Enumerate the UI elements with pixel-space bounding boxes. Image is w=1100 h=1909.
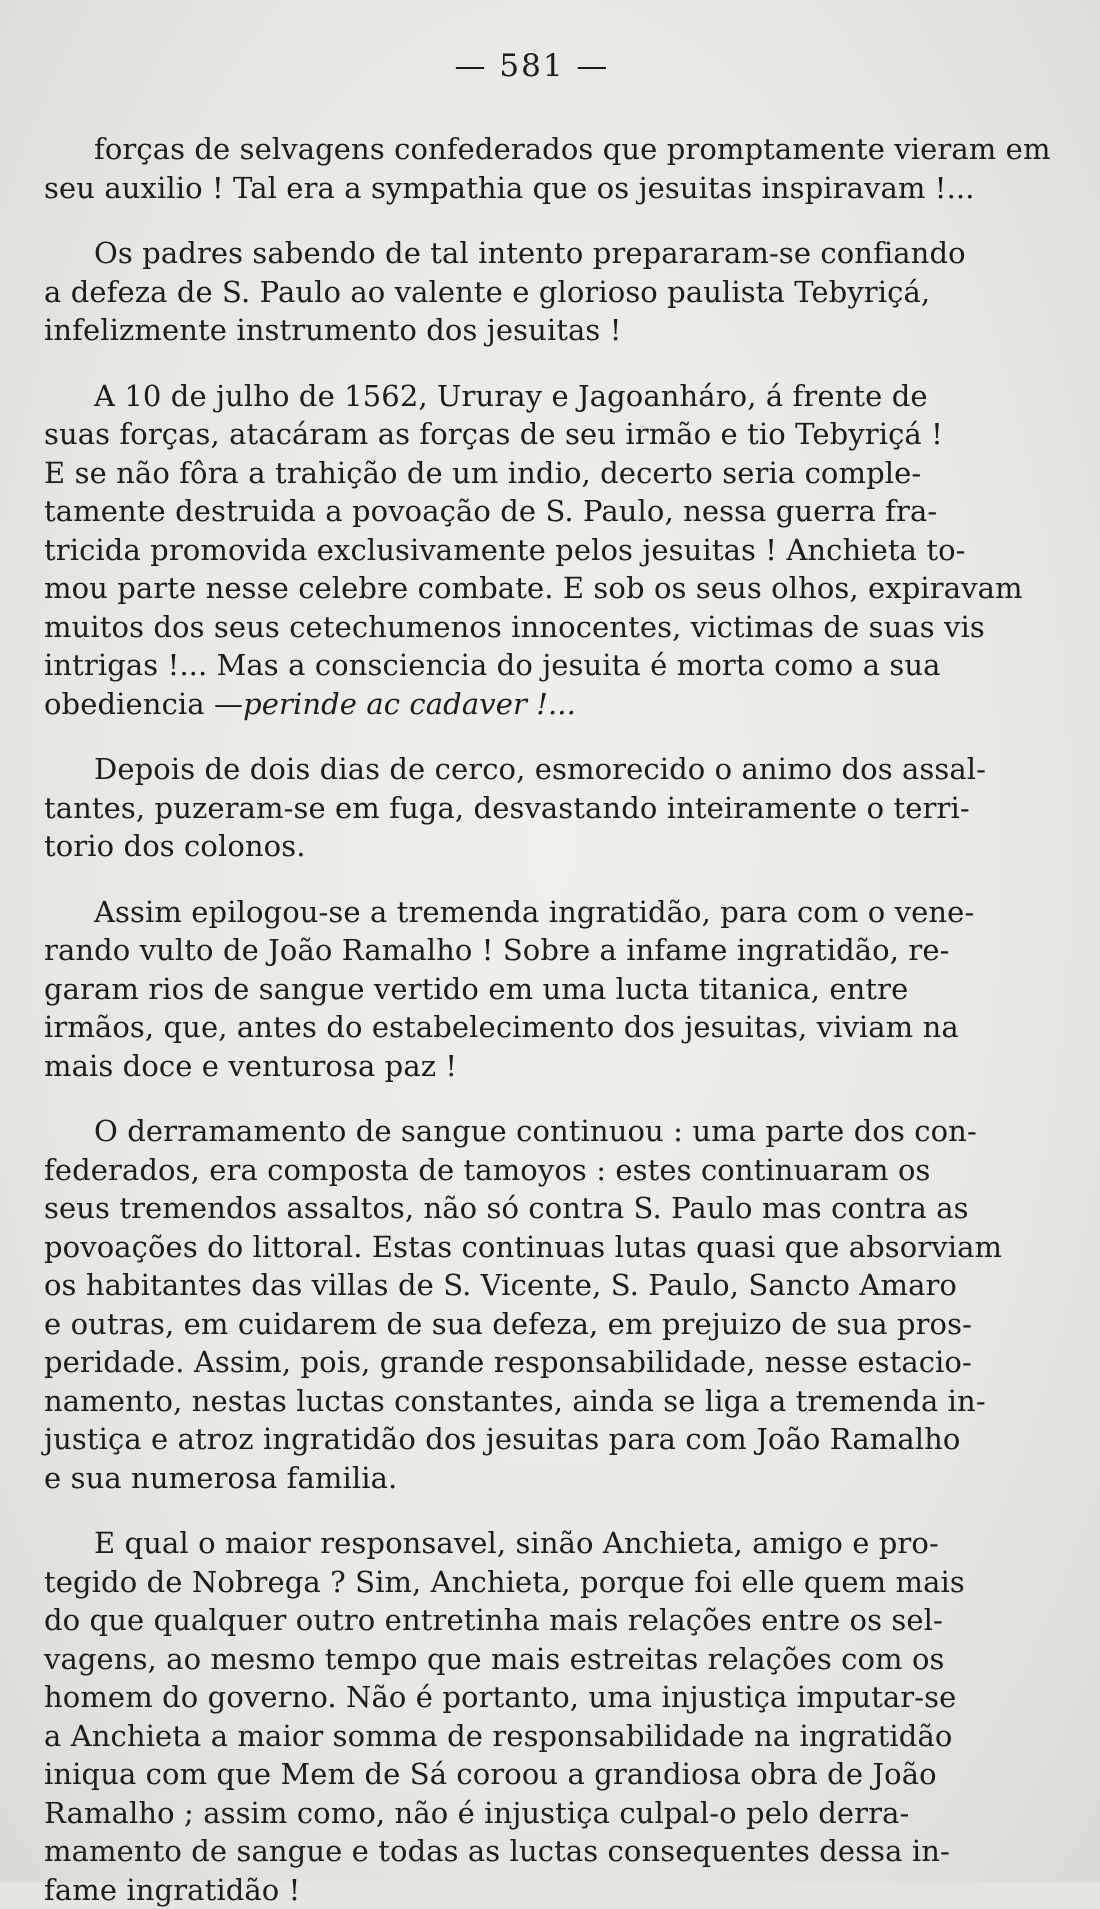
text-line: E se não fôra a trahição de um indio, decerto seria comple- — [44, 454, 1020, 493]
text-line: mou parte nesse celebre combate. E sob os seus olhos, expiravam — [44, 569, 1020, 608]
text-line: Os padres sabendo de tal intento prepararam-se confiando — [44, 234, 1020, 273]
text-line: homem do governo. Não é portanto, uma injustiça imputar-se — [44, 1678, 1020, 1717]
text-line: tamente destruida a povoação de S. Paulo, nessa guerra fra- — [44, 492, 1020, 531]
text-line: seu auxilio ! Tal era a sympathia que os jesuitas inspiravam !... — [44, 169, 1020, 208]
text-line: namento, nestas luctas constantes, ainda se liga a tremenda in- — [44, 1382, 1020, 1421]
text-line: e sua numerosa familia. — [44, 1459, 1020, 1498]
text-line: e outras, em cuidarem de sua defeza, em prejuizo de sua pros- — [44, 1305, 1020, 1344]
text-line: fame ingratidão ! — [44, 1871, 1020, 1909]
text-line: a Anchieta a maior somma de responsabilidade na ingratidão — [44, 1717, 1020, 1756]
text-line: mamento de sangue e todas as luctas consequentes dessa in- — [44, 1832, 1020, 1871]
paragraph — [44, 1524, 1020, 1909]
paragraph — [44, 1112, 1020, 1497]
text-line: tegido de Nobrega ? Sim, Anchieta, porque foi elle quem mais — [44, 1563, 1020, 1602]
text-line: vagens, ao mesmo tempo que mais estreitas relações com os — [44, 1640, 1020, 1679]
text-line: tricida promovida exclusivamente pelos jesuitas ! Anchieta to- — [44, 531, 1020, 570]
text-line: irmãos, que, antes do estabelecimento dos jesuitas, viviam na — [44, 1008, 1020, 1047]
text-line: iniqua com que Mem de Sá coroou a grandiosa obra de João — [44, 1755, 1020, 1794]
paragraph — [44, 750, 1020, 866]
text-line: peridade. Assim, pois, grande responsabilidade, nesse estacio- — [44, 1343, 1020, 1382]
text-line: Depois de dois dias de cerco, esmorecido o animo dos assal- — [44, 750, 1020, 789]
text-line: justiça e atroz ingratidão dos jesuitas para com João Ramalho — [44, 1420, 1020, 1459]
text-line: tantes, puzeram-se em fuga, desvastando inteiramente o terri- — [44, 789, 1020, 828]
text-line — [44, 685, 1020, 724]
text-line: do que qualquer outro entretinha mais relações entre os sel- — [44, 1601, 1020, 1640]
page-number: — 581 — — [44, 38, 1020, 94]
text-line: seus tremendos assaltos, não só contra S. Paulo mas contra as — [44, 1189, 1020, 1228]
text-line: torio dos colonos. — [44, 827, 1020, 866]
text-line: mais doce e venturosa paz ! — [44, 1047, 1020, 1086]
latin-phrase: perinde ac cadaver !... — [243, 687, 576, 721]
text-segment: obediencia — — [44, 687, 243, 721]
text-line: E qual o maior responsavel, sinão Anchieta, amigo e pro- — [44, 1524, 1020, 1563]
text-line: infelizmente instrumento dos jesuitas ! — [44, 311, 1020, 350]
paragraph — [44, 130, 1020, 207]
text-line: a defeza de S. Paulo ao valente e glorioso paulista Tebyriçá, — [44, 273, 1020, 312]
body-text — [44, 130, 1020, 1909]
text-line: suas forças, atacáram as forças de seu irmão e tio Tebyriçá ! — [44, 415, 1020, 454]
text-line: povoações do littoral. Estas continuas lutas quasi que absorviam — [44, 1228, 1020, 1267]
paragraph — [44, 234, 1020, 350]
text-line: os habitantes das villas de S. Vicente, S. Paulo, Sancto Amaro — [44, 1266, 1020, 1305]
text-line: intrigas !... Mas a consciencia do jesuita é morta como a sua — [44, 646, 1020, 685]
text-line: muitos dos seus cetechumenos innocentes, victimas de suas vis — [44, 608, 1020, 647]
text-line: garam rios de sangue vertido em uma lucta titanica, entre — [44, 970, 1020, 1009]
paragraph — [44, 377, 1020, 724]
text-line: federados, era composta de tamoyos : estes continuaram os — [44, 1151, 1020, 1190]
paragraph — [44, 893, 1020, 1086]
text-line: rando vulto de João Ramalho ! Sobre a infame ingratidão, re- — [44, 931, 1020, 970]
text-line: forças de selvagens confederados que promptamente vieram em — [44, 130, 1020, 169]
text-line: Assim epilogou-se a tremenda ingratidão, para com o vene- — [44, 893, 1020, 932]
text-line: A 10 de julho de 1562, Ururay e Jagoanháro, á frente de — [44, 377, 1020, 416]
text-line: Ramalho ; assim como, não é injustiça culpal-o pelo derra- — [44, 1794, 1020, 1833]
text-line: O derramamento de sangue continuou : uma parte dos con- — [44, 1112, 1020, 1151]
